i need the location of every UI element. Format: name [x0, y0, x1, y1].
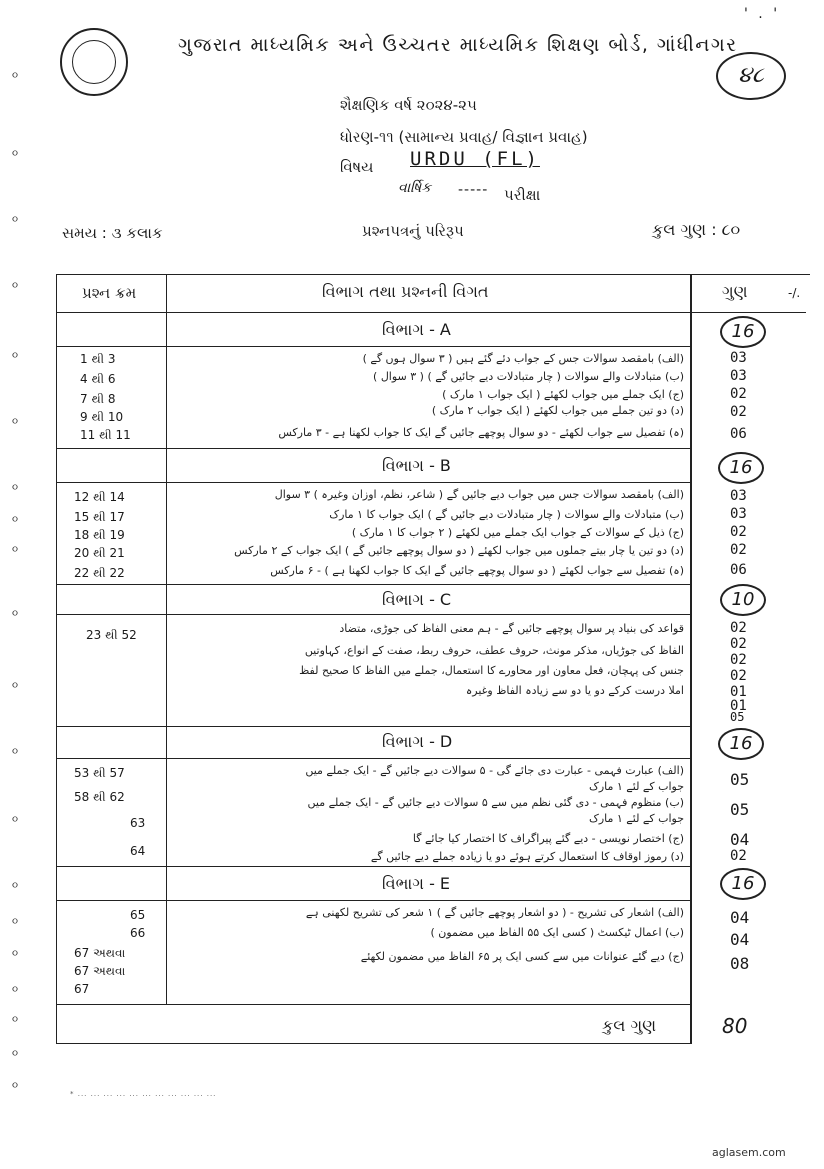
marks-cell: 06 — [730, 562, 747, 578]
col-question-no: પ્રશ્ન ક્રમ — [82, 284, 137, 302]
col-divider-marks — [690, 274, 691, 1044]
section-d-divider — [56, 758, 692, 759]
header-row-divider — [56, 312, 806, 313]
qnum: 1 થી 3 — [80, 352, 116, 366]
marks-cell: 02 — [730, 542, 747, 558]
qnum: 22 થી 22 — [74, 566, 125, 580]
exam-dashes: ----- — [458, 182, 489, 198]
section-d-top — [56, 726, 692, 727]
marks-cell: 04 — [730, 930, 750, 949]
col-marks: ગુણ — [722, 282, 748, 301]
margin-mark: ૦ — [12, 680, 19, 691]
exam-label: પરીક્ષા — [504, 186, 541, 204]
qnum: 53 થી 57 — [74, 766, 125, 780]
page-number: ૪૮ — [716, 52, 786, 100]
qnum: 67 — [74, 982, 90, 996]
detail-line: (ہ) تفصیل سے جواب لکھئے ( دو سوال پوچھے جائیں گے ایک کا جواب لکھنا ہے ) - ۶ مارکس — [270, 564, 684, 577]
board-name: ગુજરાત માધ્યમિક અને ઉચ્ચતર માધ્યમિક શિક્ષણ બોર્ડ, ગાંધીનગર — [178, 34, 738, 56]
qnum: 23 થી 52 — [86, 628, 137, 642]
marks-cell: 03 — [730, 488, 747, 504]
detail-line: املا درست کرکے دو یا دو سے زیادہ الفاظ وغیرہ — [465, 684, 684, 697]
section-c-marks-circle: 10 — [720, 584, 766, 616]
marks-cell: 02 — [730, 620, 747, 636]
time-duration: સમય : ૩ કલાક — [62, 224, 163, 242]
total-row-top — [56, 1004, 692, 1005]
total-label: કુલ ગુણ — [602, 1016, 657, 1035]
section-b-marks-circle: 16 — [718, 452, 764, 484]
col-marks-mark: -/. — [788, 286, 801, 300]
marks-cell: 05 — [730, 710, 745, 724]
total-marks-header: કુલ ગુણ : ૮૦ — [652, 220, 741, 239]
margin-mark: ૦ — [12, 544, 19, 555]
marks-cell: 02 — [730, 652, 747, 668]
marks-cell: 02 — [730, 636, 747, 652]
detail-line: (ب) منظوم فہمی - دی گئی نظم میں سے ۵ سوالات دیے جائیں گے - ایک جملے میں — [307, 796, 684, 809]
section-a-marks-circle: 16 — [720, 316, 766, 348]
marks-cell: 02 — [730, 668, 747, 684]
section-b-top — [56, 448, 692, 449]
margin-mark: ૦ — [12, 608, 19, 619]
standard-line: ધોરણ-૧૧ (સામાન્ય પ્રવાહ/ વિજ્ઞાન પ્રવાહ) — [340, 128, 588, 146]
detail-line: جواب کے لئے ۱ مارک — [588, 780, 684, 793]
detail-line: (ہ) تفصیل سے جواب لکھئے - دو سوال پوچھے جائیں گے ایک کا جواب لکھنا ہے - ۳ مارکس — [278, 426, 684, 439]
detail-line: (الف) عبارت فہمی - عبارت دی جائے گی - ۵ سوالات دیے جائیں گے - ایک جملے میں — [305, 764, 684, 777]
section-a-title: વિભાગ - A — [382, 320, 451, 339]
qnum: 66 — [130, 926, 146, 940]
section-d-title: વિભાગ - D — [382, 732, 453, 751]
marks-cell: 02 — [730, 386, 747, 402]
qnum: 15 થી 17 — [74, 510, 125, 524]
watermark: aglasem.com — [712, 1146, 786, 1159]
detail-line: (ج) ذیل کے سوالات کے جواب ایک جملے میں لکھئے ( ۲ جواب کا ۱ مارک ) — [351, 526, 684, 539]
qnum: 63 — [130, 816, 146, 830]
margin-mark: ૦ — [12, 916, 19, 927]
detail-line: (الف) بامقصد سوالات جس کے جواب دئے گئے ہیں ( ۳ سوال ہوں گے ) — [362, 352, 684, 365]
detail-line: الفاظ کی جوڑیاں، مذکر مونث، حروف عطف، حروف ربط، صفت کے انواع، کہاوتیں — [304, 644, 684, 657]
marks-cell: 05 — [730, 800, 750, 819]
marks-cell: 01 — [730, 684, 747, 700]
margin-mark: ૦ — [12, 514, 19, 525]
section-b-divider — [56, 482, 692, 483]
section-c-top — [56, 584, 692, 585]
section-c-title: વિભાગ - C — [382, 590, 452, 609]
board-logo-icon — [60, 28, 128, 96]
margin-mark: ૦ — [12, 280, 19, 291]
detail-line: (د) رموز اوقاف کا استعمال کرتے ہوئے دو یا زیادہ جملے دیے جائیں گے — [370, 850, 684, 863]
margin-mark: ૦ — [12, 416, 19, 427]
marks-cell: 04 — [730, 830, 750, 849]
detail-line: (الف) اشعار کی تشریح - ( دو اشعار پوچھے جائیں گے ) ۱ شعر کی تشریح لکھنی ہے — [305, 906, 684, 919]
margin-mark: ૦ — [12, 1014, 19, 1025]
detail-line: (ج) اختصار نویسی - دیے گئے پیراگراف کا اختصار کیا جائے گا — [412, 832, 684, 845]
qnum: 12 થી 14 — [74, 490, 125, 504]
margin-mark: ૦ — [12, 814, 19, 825]
qnum: 7 થી 8 — [80, 392, 116, 406]
detail-line: (د) دو تین یا چار بیتے جملوں میں جواب لکھئے ( دو سوال پوچھے جائیں گے ) ایک جواب کے ۲ مارکس — [234, 544, 684, 557]
margin-mark: ૦ — [12, 880, 19, 891]
qnum: 11 થી 11 — [80, 428, 131, 442]
marks-cell: 08 — [730, 954, 750, 973]
marks-cell: 03 — [730, 506, 747, 522]
qnum: 18 થી 19 — [74, 528, 125, 542]
margin-mark: ૦ — [12, 482, 19, 493]
col-divider-qno — [166, 274, 167, 1004]
marks-cell: 04 — [730, 908, 750, 927]
qnum: 9 થી 10 — [80, 410, 124, 424]
footnote: * ... ... ... ... ... ... ... ... ... ... ... — [70, 1090, 217, 1098]
marks-cell: 03 — [730, 350, 747, 366]
detail-line: جنس کی پہچان، فعل معاون اور محاورے کا استعمال، جملے میں الفاظ کا صحیح لفظ — [299, 664, 684, 677]
exam-type-value: વાર્ષિક — [398, 180, 432, 196]
margin-mark: ૦ — [12, 148, 19, 159]
section-a-divider — [56, 346, 692, 347]
col-details: વિભાગ તથા પ્રશ્નની વિગત — [322, 282, 489, 301]
detail-line: (ب) متبادلات والے سوالات ( چار متبادلات دیے جائیں گے ) ایک جواب کا ۱ مارک — [329, 508, 684, 521]
marks-cell: 01 — [730, 698, 747, 714]
detail-line: قواعد کی بنیاد پر سوال پوچھے جائیں گے - ہم معنی الفاظ کی جوڑی، متضاد — [339, 622, 684, 635]
margin-mark: ૦ — [12, 214, 19, 225]
detail-line: (ج) دیے گئے عنوانات میں سے کسی ایک پر ۶۵ الفاظ میں مضمون لکھئے — [360, 950, 684, 963]
section-b-title: વિભાગ - B — [382, 456, 451, 475]
qnum: 20 થી 21 — [74, 546, 125, 560]
subject-value: URDU (FL) — [410, 148, 540, 170]
marks-cell: 02 — [730, 848, 747, 864]
marks-cell: 06 — [730, 426, 747, 442]
detail-line: (ب) متبادلات والے سوالات ( چار متبادلات دیے جائیں گے ) ( ۳ سوال ) — [373, 370, 684, 383]
marks-cell: 02 — [730, 524, 747, 540]
qnum: 65 — [130, 908, 146, 922]
margin-mark: ૦ — [12, 1080, 19, 1091]
margin-mark: ૦ — [12, 746, 19, 757]
qnum: 4 થી 6 — [80, 372, 116, 386]
section-e-divider — [56, 900, 692, 901]
margin-mark: ૦ — [12, 70, 19, 81]
subject-label: વિષય — [340, 158, 374, 176]
section-e-title: વિભાગ - E — [382, 874, 451, 893]
marks-cell: 05 — [730, 770, 750, 789]
qnum: 67 અથવા — [74, 946, 126, 960]
margin-mark: ૦ — [12, 948, 19, 959]
marks-col-top — [690, 274, 810, 275]
total-value: 80 — [722, 1014, 748, 1038]
qnum: 67 અથવા — [74, 964, 126, 978]
section-c-divider — [56, 614, 692, 615]
margin-mark: ૦ — [12, 350, 19, 361]
academic-year: શૈક્ષણિક વર્ષ ૨૦૨૪-૨૫ — [340, 96, 477, 114]
detail-line: (ج) ایک جملے میں جواب لکھئے ( ایک جواب ۱ مارک ) — [442, 388, 684, 401]
detail-line: (ب) اعمال ٹیکسٹ ( کسی ایک ۵۵ الفاظ میں مضمون ) — [430, 926, 684, 939]
qnum: 58 થી 62 — [74, 790, 125, 804]
detail-line: (الف) بامقصد سوالات جس میں جواب دیے جائیں گے ( شاعر، نظم، اوزان وغیرہ ) ۳ سوال — [274, 488, 684, 501]
corner-marks: ' . ' — [744, 6, 781, 22]
detail-line: جواب کے لئے ۱ مارک — [588, 812, 684, 825]
section-e-marks-circle: 16 — [720, 868, 766, 900]
marks-cell: 03 — [730, 368, 747, 384]
detail-line: (د) دو تین جملے میں جواب لکھئے ( ایک جواب ۲ مارک ) — [431, 404, 684, 417]
margin-mark: ૦ — [12, 1048, 19, 1059]
qnum: 64 — [130, 844, 146, 858]
margin-mark: ૦ — [12, 984, 19, 995]
section-e-top — [56, 866, 692, 867]
marks-cell: 02 — [730, 404, 747, 420]
section-d-marks-circle: 16 — [718, 728, 764, 760]
blueprint-title: પ્રશ્નપત્રનું પરિરૂપ — [362, 222, 464, 240]
